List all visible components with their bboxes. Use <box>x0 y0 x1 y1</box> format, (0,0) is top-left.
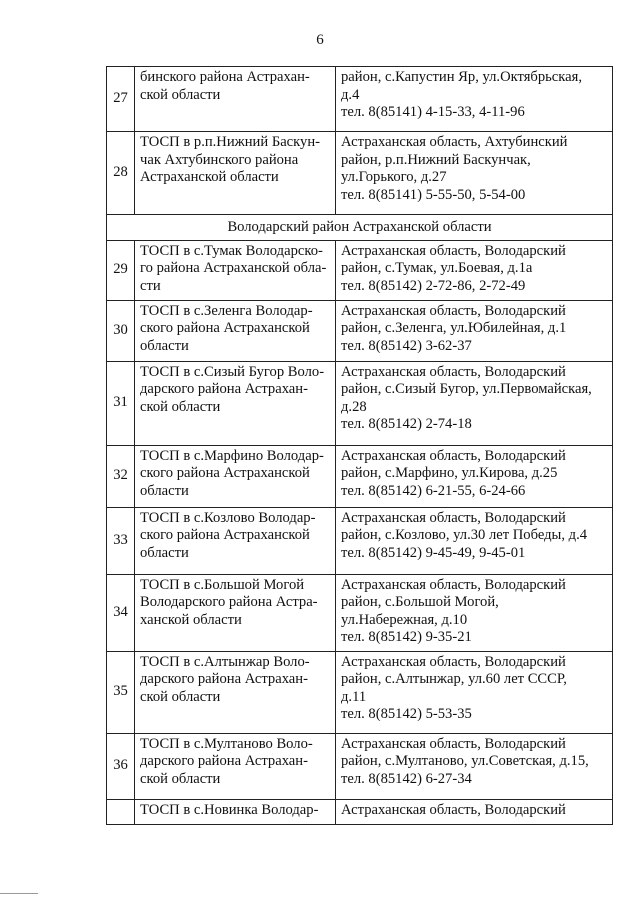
address-line: район, р.п.Нижний Баскунчак, <box>341 151 531 168</box>
office-name-line: сти <box>140 277 161 294</box>
address-line: тел. 8(85142) 9-45-49, 9-45-01 <box>341 544 526 561</box>
office-name-cell <box>135 799 336 824</box>
office-name-line: ТОСП в с.Большой Могой <box>140 576 305 593</box>
office-name-line: Астраханской области <box>140 169 279 185</box>
office-name-line: ской области <box>140 688 221 705</box>
office-name-line: ТОСП в с.Алтынжар Воло- <box>140 653 310 670</box>
row-number: 33 <box>107 507 135 574</box>
address-cell <box>336 67 613 132</box>
row-number: 31 <box>107 361 135 445</box>
address-line: тел. 8(85141) 5-55-50, 5-54-00 <box>341 186 526 203</box>
address-line: Астраханская область, Ахтубинский <box>341 134 568 150</box>
address-line: Астраханская область, Володарский <box>341 363 566 380</box>
address-line: тел. 8(85142) 9-35-21 <box>341 629 472 645</box>
office-name-cell <box>135 132 336 215</box>
office-name-line: го района Астраханской обла- <box>140 260 327 276</box>
address-line: тел. 8(85142) 6-21-55, 6-24-66 <box>341 482 526 499</box>
office-name-line: ского района Астраханской <box>140 320 310 336</box>
address-line: Астраханская область, Володарский <box>341 447 566 464</box>
address-line: д.11 <box>341 688 367 705</box>
section-row <box>107 215 613 241</box>
office-name-line: ТОСП в с.Новинка Володар- <box>140 801 319 818</box>
address-line: район, с.Сизый Бугор, ул.Первомайская, <box>341 381 592 397</box>
address-line: район, с.Марфино, ул.Кирова, д.25 <box>341 465 558 481</box>
address-cell <box>336 651 613 733</box>
table-row <box>107 240 613 300</box>
row-number: 27 <box>107 67 135 132</box>
address-line: Астраханская область, Володарский <box>341 242 566 259</box>
table-row <box>107 799 613 824</box>
table-body-rajon-volodarskij <box>107 240 613 824</box>
office-name-line: ханской области <box>140 611 242 628</box>
address-cell <box>336 132 613 215</box>
section-title: Володарский район Астраханской области <box>107 215 613 241</box>
address-cell <box>336 361 613 445</box>
office-name-line: ТОСП в с.Марфино Володар- <box>140 447 324 464</box>
address-line: район, с.Алтынжар, ул.60 лет СССР, <box>341 671 567 687</box>
row-number: 34 <box>107 574 135 651</box>
address-line: район, с.Тумак, ул.Боевая, д.1а <box>341 260 533 276</box>
address-cell <box>336 445 613 507</box>
office-name-cell <box>135 733 336 799</box>
section-body <box>107 215 613 241</box>
address-line: Астраханская область, Володарский <box>341 653 566 670</box>
office-name-line: ТОСП в с.Козлово Володар- <box>140 509 316 526</box>
office-name-line: ского района Астраханской <box>140 465 310 481</box>
office-name-line: ской области <box>140 398 221 415</box>
address-line: ул.Набережная, д.10 <box>341 611 468 628</box>
address-cell <box>336 240 613 300</box>
address-line: Астраханская область, Володарский <box>341 509 566 526</box>
address-line: Астраханская область, Володарский <box>341 735 566 752</box>
office-name-line: ТОСП в р.п.Нижний Баскун- <box>140 134 320 150</box>
address-line: Астраханская область, Володарский <box>341 801 566 818</box>
office-name-line: ТОСП в с.Мултаново Воло- <box>140 735 313 752</box>
table-row <box>107 300 613 361</box>
office-name-line: ского района Астраханской <box>140 527 310 543</box>
address-line: Астраханская область, Володарский <box>341 576 566 593</box>
address-line: район, с.Зеленга, ул.Юбилейная, д.1 <box>341 320 567 336</box>
office-name-line: чак Ахтубинского района <box>140 151 299 168</box>
office-name-line: дарского района Астрахан- <box>140 671 308 687</box>
office-name-line: дарского района Астрахан- <box>140 753 308 769</box>
table-row <box>107 507 613 574</box>
address-line: район, с.Козлово, ул.30 лет Победы, д.4 <box>341 527 588 543</box>
address-line: район, с.Большой Могой, <box>341 594 499 610</box>
office-name-line: ТОСП в с.Тумак Володарско- <box>140 242 323 259</box>
table-row <box>107 361 613 445</box>
address-line: тел. 8(85142) 5-53-35 <box>341 706 472 722</box>
office-name-line: ской области <box>140 770 221 787</box>
office-name-line: ТОСП в с.Зеленга Володар- <box>140 302 313 319</box>
office-name-line: ской области <box>140 86 221 103</box>
office-name-line: дарского района Астрахан- <box>140 381 308 397</box>
address-cell <box>336 799 613 824</box>
page-number: 6 <box>316 32 324 48</box>
office-name-cell <box>135 507 336 574</box>
office-name-cell <box>135 361 336 445</box>
office-name-cell <box>135 574 336 651</box>
table-row <box>107 445 613 507</box>
address-cell <box>336 300 613 361</box>
office-name-line: ТОСП в с.Сизый Бугор Воло- <box>140 363 325 380</box>
row-number <box>107 799 135 824</box>
table-row <box>107 574 613 651</box>
office-name-cell <box>135 651 336 733</box>
table-row <box>107 651 613 733</box>
table-row <box>107 132 613 215</box>
address-line: тел. 8(85142) 2-72-86, 2-72-49 <box>341 277 526 294</box>
office-name-cell <box>135 300 336 361</box>
office-name-line: области <box>140 544 189 561</box>
office-name-line: области <box>140 482 189 499</box>
row-number: 30 <box>107 300 135 361</box>
address-line: тел. 8(85141) 4-15-33, 4-11-96 <box>341 104 525 120</box>
table-row <box>107 733 613 799</box>
table-row <box>107 67 613 132</box>
row-number: 36 <box>107 733 135 799</box>
office-name-line: Володарского района Астра- <box>140 594 318 610</box>
office-name-line: области <box>140 337 189 354</box>
offices-table <box>106 66 613 825</box>
row-number: 28 <box>107 132 135 215</box>
address-line: район, с.Капустин Яр, ул.Октябрьская, <box>341 69 582 85</box>
address-line: тел. 8(85142) 6-27-34 <box>341 770 472 787</box>
address-line: Астраханская область, Володарский <box>341 302 566 319</box>
office-name-cell <box>135 445 336 507</box>
footer-mark <box>0 893 38 894</box>
row-number: 29 <box>107 240 135 300</box>
address-line: район, с.Мултаново, ул.Советская, д.15, <box>341 753 589 769</box>
row-number: 32 <box>107 445 135 507</box>
address-cell <box>336 574 613 651</box>
address-line: д.28 <box>341 398 367 415</box>
office-name-line: бинского района Астрахан- <box>140 69 310 85</box>
address-line: тел. 8(85142) 2-74-18 <box>341 416 472 432</box>
address-line: д.4 <box>341 86 360 103</box>
address-line: тел. 8(85142) 3-62-37 <box>341 337 472 354</box>
row-number: 35 <box>107 651 135 733</box>
address-line: ул.Горького, д.27 <box>341 169 447 185</box>
office-name-cell <box>135 67 336 132</box>
address-cell <box>336 507 613 574</box>
table-body-rajon-ahtubinskij <box>107 67 613 215</box>
office-name-cell <box>135 240 336 300</box>
address-cell <box>336 733 613 799</box>
